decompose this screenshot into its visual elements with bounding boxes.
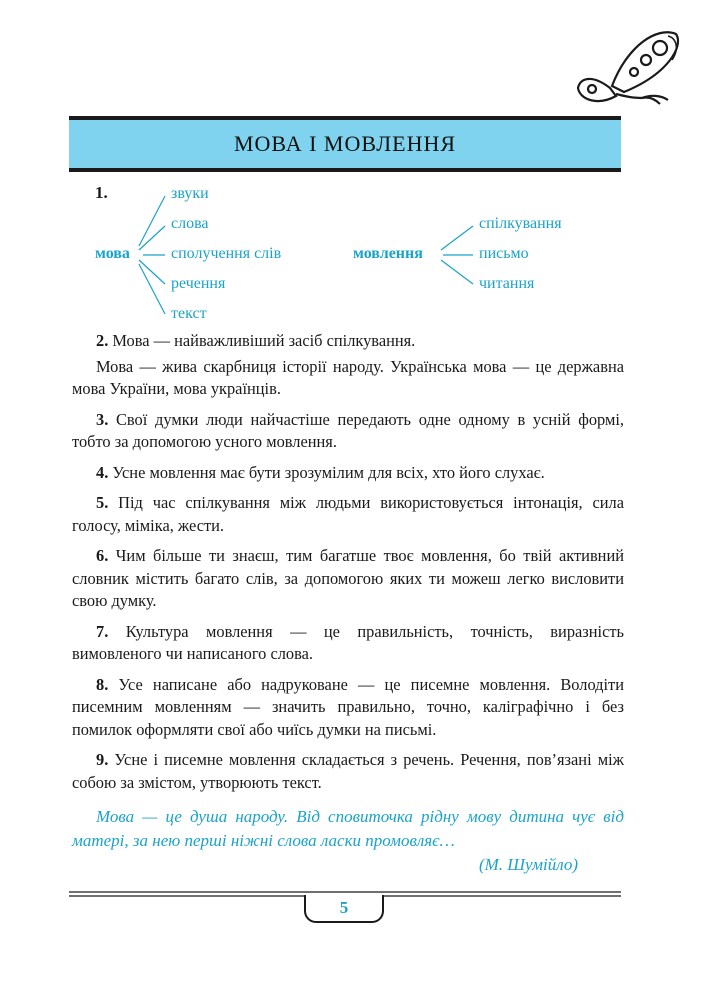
- rules-text: [72, 330, 624, 802]
- paragraph: [72, 409, 624, 454]
- quote-author: (М. Шумійло): [478, 855, 578, 874]
- diagram-left-item: сполучення слів: [171, 245, 282, 262]
- paragraph-number: 5.: [96, 493, 109, 512]
- paragraph: [72, 545, 624, 613]
- diagram-left-item: звуки: [171, 185, 209, 202]
- paragraph-number: 2.: [96, 331, 109, 350]
- butterfly-icon: [572, 26, 684, 112]
- paragraph-text: Під час спілкування між людьми використовується інтонація, сила голосу, міміка, жести.: [72, 493, 624, 535]
- paragraph-number: 4.: [96, 462, 109, 482]
- paragraph: [72, 749, 624, 794]
- diagram-right-item: спілкування: [479, 215, 562, 232]
- quote-text: Мова — це душа народу. Від сповиточка рідну мову дитина чує від матері, за нею перші ніжні слова ласки промовляє…: [72, 807, 624, 850]
- page-number: 5: [339, 898, 349, 917]
- title-band: [69, 116, 621, 172]
- paragraph-number: 7.: [96, 621, 109, 641]
- paragraph: [72, 330, 624, 353]
- diagram-left-item: слова: [171, 215, 209, 232]
- quote-block: [72, 805, 624, 877]
- paragraph-number: 3.: [96, 409, 109, 429]
- paragraph: [72, 492, 624, 537]
- paragraph-number: 8.: [96, 674, 109, 694]
- paragraph-text: Чим більше ти знаєш, тим багатше твоє мовлення, бо твій активний словник містить багато слів, за допомогою яких ти можеш легко висловити свою думку.: [72, 546, 624, 610]
- paragraph: [72, 462, 624, 485]
- paragraph-text: Свої думки люди найчастіше передають одне одному в усній формі, тобто за допомогою усного мовлення.: [72, 409, 624, 451]
- diagram-left-root: мова: [95, 245, 130, 262]
- diagram-left-item: текст: [171, 305, 207, 322]
- paragraph-text: Усе написане або надруковане — це писемне мовлення. Володіти писемним мовленням — значить правильно, точно, каліграфічно і без помилок оформляти свої або чиїсь думки на письмі.: [72, 674, 624, 739]
- diagram-right-item: читання: [479, 275, 535, 292]
- word-diagram: [95, 178, 635, 328]
- paragraph: [72, 621, 624, 666]
- paragraph: [72, 674, 624, 742]
- diagram-right-root: мовлення: [353, 245, 423, 262]
- paragraph-number: 6.: [96, 546, 109, 565]
- page-title: МОВА І МОВЛЕННЯ: [233, 131, 457, 156]
- paragraph-text: Мова — найважливіший засіб спілкування.: [108, 331, 416, 350]
- paragraph-text: Мова — жива скарбниця історії народу. Українська мова — це державна мова України, мова українців.: [72, 356, 624, 398]
- paragraph-number: 9.: [96, 750, 109, 769]
- diagram-left-item: речення: [171, 275, 226, 292]
- paragraph-text: Усне і писемне мовлення складається з речень. Речення, пов’язані між собою за змістом, утворюють текст.: [72, 750, 624, 792]
- paragraph-text: Усне мовлення має бути зрозумілим для всіх, хто його слухає.: [108, 462, 545, 482]
- paragraph: [72, 356, 624, 401]
- diagram-number: 1.: [95, 183, 108, 202]
- paragraph-text: Культура мовлення — це правильність, точність, виразність вимовленого чи написаного слова.: [72, 621, 624, 663]
- diagram-right-item: письмо: [479, 245, 529, 262]
- page-number-tab: [304, 895, 384, 923]
